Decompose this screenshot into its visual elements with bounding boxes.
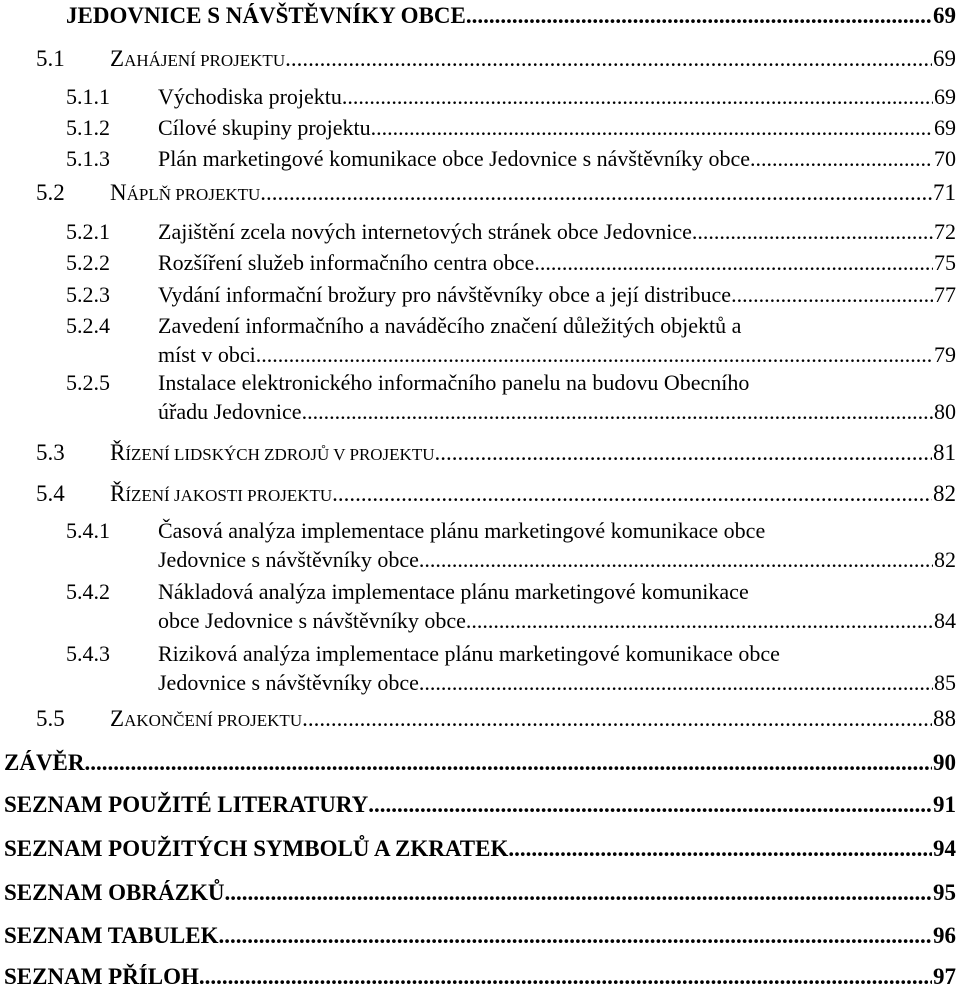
dot-leader <box>85 750 932 776</box>
toc-entry-page: 79 <box>934 342 956 368</box>
toc-entry-chapter[interactable] <box>4 880 956 906</box>
toc-entry-title-line: míst v obci <box>158 342 256 368</box>
toc-entry-subsection[interactable] <box>66 641 956 696</box>
dot-leader <box>750 146 933 171</box>
dot-leader <box>332 481 932 507</box>
toc-entry-page: 80 <box>934 399 956 425</box>
toc-entry-title: ŘÍZENÍ LIDSKÝCH ZDROJŮ V PROJEKTU <box>110 440 435 465</box>
toc-entry-title: Východiska projektu <box>158 84 342 109</box>
toc-entry-number: 5.2 <box>36 180 65 205</box>
toc-entry-subsection[interactable] <box>66 370 956 425</box>
toc-entry-number: 5.4.1 <box>66 518 110 543</box>
toc-entry-subsection[interactable] <box>66 579 956 634</box>
toc-entry-section[interactable] <box>36 481 956 507</box>
toc-entry-subsection[interactable] <box>66 282 956 307</box>
toc-entry-number: 5.1 <box>36 46 65 71</box>
toc-entry-chapter[interactable] <box>4 792 956 818</box>
toc-entry-number: 5.1.2 <box>66 115 110 140</box>
toc-entry-number: 5.2.3 <box>66 282 110 307</box>
toc-entry-page: 90 <box>933 750 956 775</box>
toc-entry-title: Zajištění zcela nových internetových stránek obce Jedovnice <box>158 219 692 244</box>
toc-entry-number: 5.2.4 <box>66 313 110 338</box>
toc-entry-page: 97 <box>933 964 956 989</box>
toc-entry-page: 75 <box>934 250 956 275</box>
toc-entry-title: SEZNAM PŘÍLOH <box>4 964 199 989</box>
dot-leader <box>199 964 932 990</box>
toc-entry-number: 5.2.5 <box>66 370 110 395</box>
toc-entry-page: 82 <box>934 547 956 573</box>
toc-entry-subsection[interactable] <box>66 115 956 140</box>
toc-entry-subsection[interactable] <box>66 313 956 368</box>
toc-entry-title: SEZNAM OBRÁZKŮ <box>4 880 225 905</box>
toc-entry-page: 77 <box>934 282 956 307</box>
toc-entry-title: Vydání informační brožury pro návštěvníky obce a její distribuce <box>158 282 732 307</box>
toc-entry-number: 5.2.1 <box>66 219 110 244</box>
toc-entry-title: NÁPLŇ PROJEKTU <box>110 180 261 205</box>
toc-entry-number: 5.1.3 <box>66 146 110 171</box>
toc-entry-title: Rozšíření služeb informačního centra obce <box>158 250 535 275</box>
toc-entry-title: ŘÍZENÍ JAKOSTI PROJEKTU <box>110 481 333 506</box>
toc-entry-title: SEZNAM POUŽITÉ LITERATURY <box>4 792 369 817</box>
dot-leader <box>731 282 933 307</box>
dot-leader <box>466 3 932 29</box>
toc-entry-title-line: Časová analýza implementace plánu marketingové komunikace obce <box>158 518 766 543</box>
toc-entry-number: 5.3 <box>36 440 65 465</box>
dot-leader <box>342 84 933 109</box>
toc-entry-page: 69 <box>934 84 956 109</box>
toc-entry-page: 69 <box>933 46 956 71</box>
toc-entry-title: JEDOVNICE S NÁVŠTĚVNÍKY OBCE <box>66 3 466 28</box>
dot-leader <box>224 880 932 906</box>
dot-leader <box>508 836 932 862</box>
toc-entry-number: 5.2.2 <box>66 250 110 275</box>
toc-entry-title-line: Riziková analýza implementace plánu marketingové komunikace obce <box>158 641 780 666</box>
toc-entry-subsection[interactable] <box>66 250 956 275</box>
dot-leader <box>219 923 932 949</box>
toc-entry-subsection[interactable] <box>66 84 956 109</box>
toc-entry-subsection[interactable] <box>66 146 956 171</box>
toc-entry-title: SEZNAM TABULEK <box>4 923 219 948</box>
toc-entry-page: 82 <box>933 481 956 506</box>
dot-leader <box>419 547 933 572</box>
toc-entry-page: 69 <box>933 3 956 28</box>
toc-entry-page: 71 <box>933 180 956 205</box>
dot-leader <box>419 670 933 695</box>
toc-entry-chapter[interactable] <box>4 750 956 776</box>
toc-entry-subsection[interactable] <box>66 219 956 244</box>
toc-entry-section[interactable] <box>36 706 956 732</box>
toc-entry-number: 5.1.1 <box>66 84 110 109</box>
toc-entry-number: 5.4 <box>36 481 65 506</box>
toc-entry-title-line: Jedovnice s návštěvníky obce <box>158 670 419 696</box>
toc-entry-title: ZAHÁJENÍ PROJEKTU <box>110 46 286 71</box>
toc-entry-chapter[interactable] <box>66 3 956 29</box>
toc-entry-chapter[interactable] <box>4 964 956 990</box>
toc-entry-page: 96 <box>933 923 956 948</box>
dot-leader <box>368 792 932 818</box>
toc-entry-section[interactable] <box>36 440 956 466</box>
toc-entry-title-line: Jedovnice s návštěvníky obce <box>158 547 419 573</box>
dot-leader <box>302 706 932 732</box>
dot-leader <box>285 46 932 72</box>
toc-entry-number: 5.5 <box>36 706 65 731</box>
toc-entry-number: 5.4.2 <box>66 579 110 604</box>
toc-entry-subsection[interactable] <box>66 518 956 573</box>
toc-entry-title-line: Instalace elektronického informačního panelu na budovu Obecního <box>158 370 750 395</box>
toc-entry-title-line: obce Jedovnice s návštěvníky obce <box>158 608 466 634</box>
toc-entry-title: Plán marketingové komunikace obce Jedovnice s návštěvníky obce <box>158 146 750 171</box>
toc-entry-number: 5.4.3 <box>66 641 110 666</box>
toc-entry-title: ZÁVĚR <box>4 750 85 775</box>
dot-leader <box>692 219 933 244</box>
toc-entry-page: 72 <box>934 219 956 244</box>
toc-entry-section[interactable] <box>36 180 956 206</box>
toc-entry-page: 88 <box>933 706 956 731</box>
dot-leader <box>260 180 932 206</box>
toc-entry-title: ZAKONČENÍ PROJEKTU <box>110 706 303 731</box>
dot-leader <box>302 399 933 424</box>
toc-entry-chapter[interactable] <box>4 836 956 862</box>
dot-leader <box>435 440 933 466</box>
toc-entry-title-line: úřadu Jedovnice <box>158 399 302 425</box>
dot-leader <box>371 115 933 140</box>
toc-entry-page: 95 <box>933 880 956 905</box>
toc-entry-page: 85 <box>934 670 956 696</box>
toc-entry-title-line: Zavedení informačního a naváděcího značení důležitých objektů a <box>158 313 742 338</box>
toc-entry-chapter[interactable] <box>4 923 956 949</box>
toc-entry-title: Cílové skupiny projektu <box>158 115 371 140</box>
dot-leader <box>466 608 933 633</box>
dot-leader <box>534 250 933 275</box>
toc-entry-title-line: Nákladová analýza implementace plánu marketingové komunikace <box>158 579 749 604</box>
toc-entry-page: 81 <box>933 440 956 465</box>
toc-entry-page: 91 <box>933 792 956 817</box>
toc-entry-page: 69 <box>934 115 956 140</box>
toc-entry-title: SEZNAM POUŽITÝCH SYMBOLŮ A ZKRATEK <box>4 836 509 861</box>
toc-entry-page: 94 <box>933 836 956 861</box>
toc-entry-page: 84 <box>934 608 956 634</box>
dot-leader <box>256 342 933 367</box>
toc-entry-section[interactable] <box>36 46 956 72</box>
toc-entry-page: 70 <box>934 146 956 171</box>
